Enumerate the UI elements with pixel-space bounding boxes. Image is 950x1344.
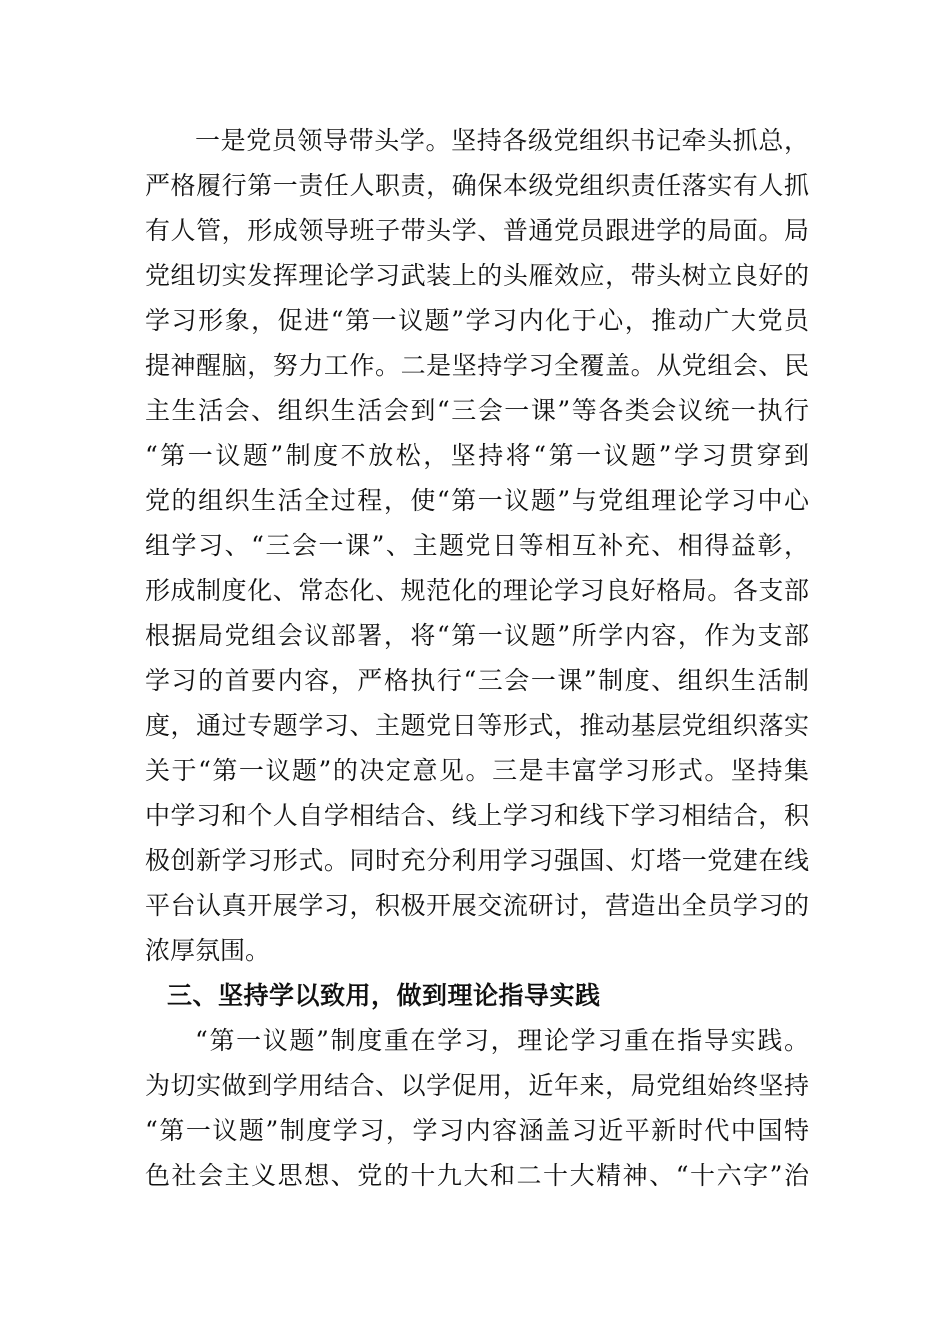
paragraph-line: 中学习和个人自学相结合、线上学习和线下学习相结合，积: [145, 801, 809, 830]
paragraph-line: 主生活会、组织生活会到“三会一课”等各类会议统一执行: [145, 396, 809, 425]
paragraph-line: 浓厚氛围。: [145, 936, 271, 965]
paragraph-line: 平台认真开展学习，积极开展交流研讨，营造出全员学习的: [145, 891, 809, 920]
paragraph-line: “第一议题”制度重在学习，理论学习重在指导实践。: [195, 1026, 809, 1055]
paragraph-line: 学习形象，促进“第一议题”学习内化于心，推动广大党员: [145, 306, 809, 335]
paragraph-line: 度，通过专题学习、主题党日等形式，推动基层党组织落实: [145, 711, 809, 740]
paragraph-line: 形成制度化、常态化、规范化的理论学习良好格局。各支部: [145, 576, 809, 605]
paragraph-line: “第一议题”制度不放松，坚持将“第一议题”学习贯穿到: [145, 441, 809, 470]
paragraph-line: “第一议题”制度学习，学习内容涵盖习近平新时代中国特: [145, 1116, 809, 1145]
paragraph-line: 严格履行第一责任人职责，确保本级党组织责任落实有人抓: [145, 171, 809, 200]
paragraph-line: 组学习、“三会一课”、主题党日等相互补充、相得益彰，: [145, 531, 809, 560]
paragraph-line: 极创新学习形式。同时充分利用学习强国、灯塔一党建在线: [145, 846, 809, 875]
paragraph-line: 为切实做到学用结合、以学促用，近年来，局党组始终坚持: [145, 1071, 809, 1100]
paragraph-1: [145, 118, 809, 973]
paragraph-line: 党组切实发挥理论学习武装上的头雁效应，带头树立良好的: [145, 261, 809, 290]
section-heading: 三、坚持学以致用，做到理论指导实践: [167, 981, 601, 1010]
paragraph-line: 有人管，形成领导班子带头学、普通党员跟进学的局面。局: [145, 216, 809, 245]
paragraph-line: 色社会主义思想、党的十九大和二十大精神、“十六字”治: [145, 1161, 809, 1190]
paragraph-line: 根据局党组会议部署，将“第一议题”所学内容，作为支部: [145, 621, 809, 650]
paragraph-line: 关于“第一议题”的决定意见。三是丰富学习形式。坚持集: [145, 756, 809, 785]
paragraph-line: 学习的首要内容，严格执行“三会一课”制度、组织生活制: [145, 666, 809, 695]
section-heading-block: [145, 973, 809, 1018]
paragraph-line: 一是党员领导带头学。坚持各级党组织书记牵头抓总，: [195, 126, 809, 155]
paragraph-2: [145, 1018, 809, 1198]
paragraph-line: 党的组织生活全过程，使“第一议题”与党组理论学习中心: [145, 486, 809, 515]
paragraph-line: 提神醒脑，努力工作。二是坚持学习全覆盖。从党组会、民: [145, 351, 809, 380]
